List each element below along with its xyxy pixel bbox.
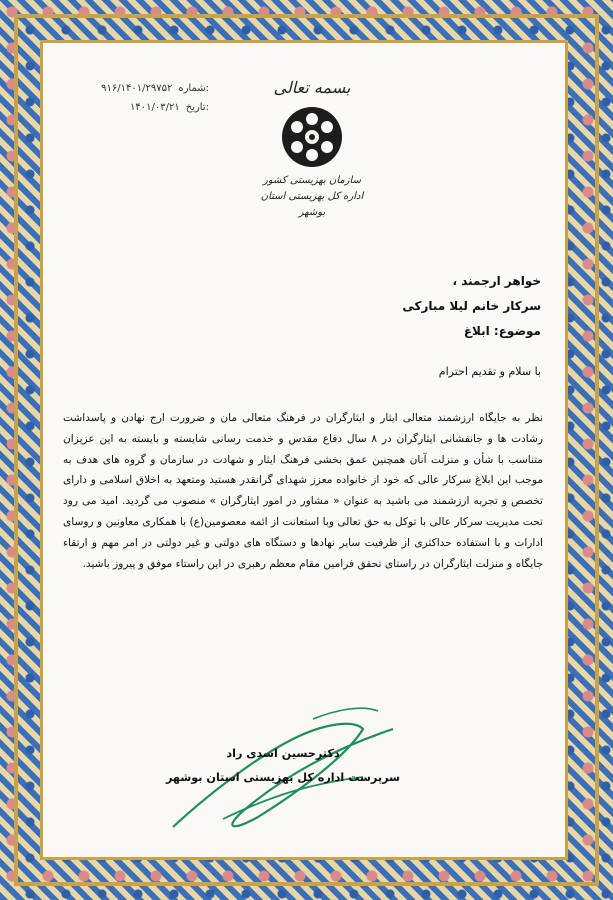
- date-label: :تاریخ: [185, 102, 209, 113]
- addressee-block: [402, 269, 541, 344]
- org-name-line2: اداره کل بهزیستی استان بوشهر: [260, 191, 364, 218]
- date-value: ۱۴۰۱/۰۳/۲۱: [130, 102, 180, 113]
- salutation: خواهر ارجمند ،: [452, 274, 541, 288]
- organization-logo-icon: [280, 105, 344, 169]
- org-name-line1: سازمان بهزیستی کشور: [262, 175, 361, 186]
- signatory-name: دکترحسین اسدی راد: [226, 747, 340, 760]
- letter-paper: [40, 40, 568, 860]
- recipient-name: سرکار خانم لیلا مبارکی: [402, 299, 541, 313]
- letter-body: [63, 408, 543, 574]
- greeting: با سلام و تقدیم احترام: [438, 365, 541, 378]
- number-label: :شماره: [178, 83, 209, 94]
- number-row: [69, 79, 209, 98]
- body-paragraph: نظر به جایگاه ارزشمند متعالی ایثار و ایثارگران در فرهنگ متعالی مان و ضرورت ارج نهادن و پاسداشت رشادت ها و جانفشانی ایثارگران در ۸ سال دفاع مقدس و خدمت رسانی شایسته و بایسته به این عزیزان متناسب با شأن و منزلت آنان همچنین عمق بخشی فرهنگ ایثار و شهادت در سازمان و گروه های هدف به موجب این ابلاغ سرکار عالی که خود از خانواده معزز شهدای گرانقدر هستید ومتعهد به اخلاق اسلامی و دارای تخصص و تجربه ارزشمند می باشید به عنوان « مشاور در امور ایثارگران » منصوب می گردید. امید می رود تحت مدیریت سرکار عالی با توکل به حق تعالی وبا استعانت از ائمه معصومین(ع) با همکاری معاونین و روسای ادارات و با استفاده حداکثری از ظرفیت سایر نهادها و دستگاه های دولتی و غیر دولتی در امر مهم و ارتقاء جایگاه و منزلت ایثارگران در راستای تحقق فرامین مقام معظم رهبری در این راستاء موفق و پیروز باشید.: [63, 412, 543, 570]
- date-row: [69, 98, 209, 117]
- signatory-title: سرپرست اداره کل بهزیستی استان بوشهر: [165, 771, 401, 784]
- subject: موضوع: ابلاغ: [463, 324, 541, 338]
- basmala: بسمه تعالی: [273, 78, 351, 97]
- letter-meta: [69, 79, 209, 117]
- signatory-block: [138, 742, 428, 790]
- number-value: ۹۱۶/۱۴۰۱/۲۹۷۵۲: [101, 83, 173, 94]
- letterhead: [257, 78, 367, 221]
